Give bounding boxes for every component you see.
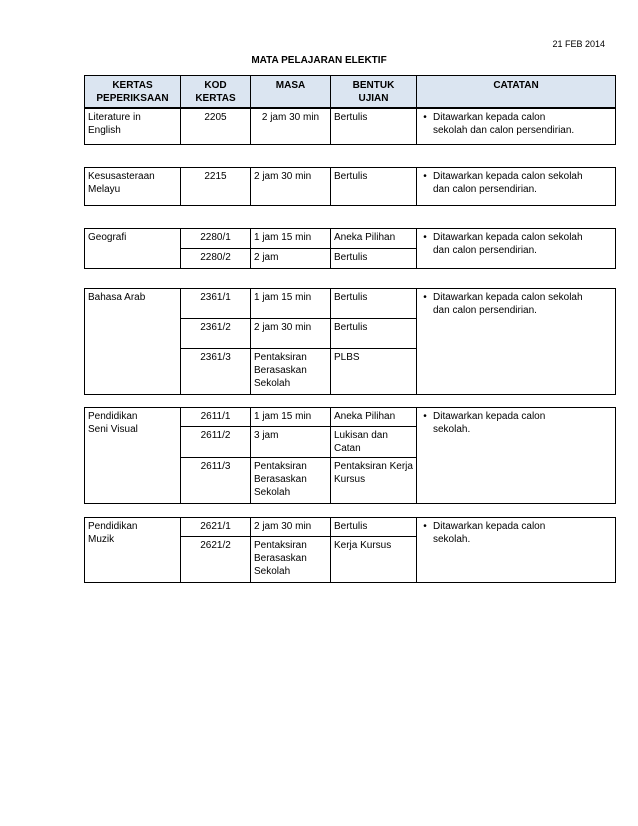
paper-duration: 3 jam bbox=[251, 427, 331, 458]
bullet-icon: • bbox=[423, 411, 427, 422]
paper-duration: Pentaksiran Berasaskan Sekolah bbox=[251, 349, 331, 395]
paper-duration: 2 jam 30 min bbox=[251, 319, 331, 349]
header-kod: KOD KERTAS bbox=[181, 76, 251, 108]
paper-duration: 2 jam bbox=[251, 249, 331, 269]
paper-format: Aneka Pilihan bbox=[331, 408, 417, 427]
subject-note: • Ditawarkan kepada calon sekolah dan calon persendirian. bbox=[417, 289, 616, 395]
document-title: MATA PELAJARAN ELEKTIF bbox=[251, 55, 387, 66]
paper-code: 2361/2 bbox=[181, 319, 251, 349]
subject-table-muzik bbox=[84, 517, 616, 583]
paper-code: 2215 bbox=[181, 168, 251, 206]
subject-note: • Ditawarkan kepada calon sekolah. bbox=[417, 408, 616, 504]
paper-format: Lukisan dan Catan bbox=[331, 427, 417, 458]
header-masa: MASA bbox=[251, 76, 331, 108]
paper-duration: 2 jam 30 min bbox=[251, 109, 331, 145]
paper-code: 2611/1 bbox=[181, 408, 251, 427]
subject-table-bahasa-arab bbox=[84, 288, 616, 395]
subject-note: • Ditawarkan kepada calon sekolah dan calon persendirian. bbox=[417, 229, 616, 269]
paper-code: 2280/1 bbox=[181, 229, 251, 249]
paper-format: PLBS bbox=[331, 349, 417, 395]
paper-duration: 1 jam 15 min bbox=[251, 408, 331, 427]
paper-format: Bertulis bbox=[331, 109, 417, 145]
paper-code: 2621/1 bbox=[181, 518, 251, 537]
paper-format: Bertulis bbox=[331, 319, 417, 349]
paper-format: Bertulis bbox=[331, 289, 417, 319]
subject-note: • Ditawarkan kepada calon sekolah dan calon persendirian. bbox=[417, 109, 616, 145]
bullet-icon: • bbox=[423, 292, 427, 303]
paper-code: 2361/1 bbox=[181, 289, 251, 319]
paper-code: 2621/2 bbox=[181, 537, 251, 583]
bullet-icon: • bbox=[423, 171, 427, 182]
subject-table-kesusasteraan bbox=[84, 167, 616, 206]
paper-code: 2205 bbox=[181, 109, 251, 145]
paper-duration: 2 jam 30 min bbox=[251, 518, 331, 537]
header-catatan: CATATAN bbox=[417, 76, 616, 108]
paper-duration: 1 jam 15 min bbox=[251, 289, 331, 319]
bullet-icon: • bbox=[423, 112, 427, 123]
subject-name: Pendidikan Seni Visual bbox=[85, 408, 181, 504]
subject-name: Kesusasteraan Melayu bbox=[85, 168, 181, 206]
paper-format: Aneka Pilihan bbox=[331, 229, 417, 249]
subject-table-seni-visual bbox=[84, 407, 616, 504]
paper-duration: Pentaksiran Berasaskan Sekolah bbox=[251, 458, 331, 504]
subject-table-literature bbox=[84, 108, 616, 145]
header-table bbox=[84, 75, 616, 108]
subject-name: Geografi bbox=[85, 229, 181, 269]
subject-table-geografi bbox=[84, 228, 616, 269]
header-kertas: KERTAS PEPERIKSAAN bbox=[85, 76, 181, 108]
bullet-icon: • bbox=[423, 232, 427, 243]
subject-note: • Ditawarkan kepada calon sekolah dan calon persendirian. bbox=[417, 168, 616, 206]
paper-format: Bertulis bbox=[331, 168, 417, 206]
paper-format: Bertulis bbox=[331, 518, 417, 537]
paper-duration: 2 jam 30 min bbox=[251, 168, 331, 206]
header-bentuk: BENTUK UJIAN bbox=[331, 76, 417, 108]
document-date: 21 FEB 2014 bbox=[552, 39, 605, 49]
paper-code: 2361/3 bbox=[181, 349, 251, 395]
paper-format: Pentaksiran Kerja Kursus bbox=[331, 458, 417, 504]
paper-code: 2611/2 bbox=[181, 427, 251, 458]
paper-format: Bertulis bbox=[331, 249, 417, 269]
paper-duration: Pentaksiran Berasaskan Sekolah bbox=[251, 537, 331, 583]
bullet-icon: • bbox=[423, 521, 427, 532]
subject-name: Bahasa Arab bbox=[85, 289, 181, 395]
subject-name: Pendidikan Muzik bbox=[85, 518, 181, 583]
paper-code: 2611/3 bbox=[181, 458, 251, 504]
subject-note: • Ditawarkan kepada calon sekolah. bbox=[417, 518, 616, 583]
paper-duration: 1 jam 15 min bbox=[251, 229, 331, 249]
subject-name: Literature in English bbox=[85, 109, 181, 145]
paper-format: Kerja Kursus bbox=[331, 537, 417, 583]
paper-code: 2280/2 bbox=[181, 249, 251, 269]
